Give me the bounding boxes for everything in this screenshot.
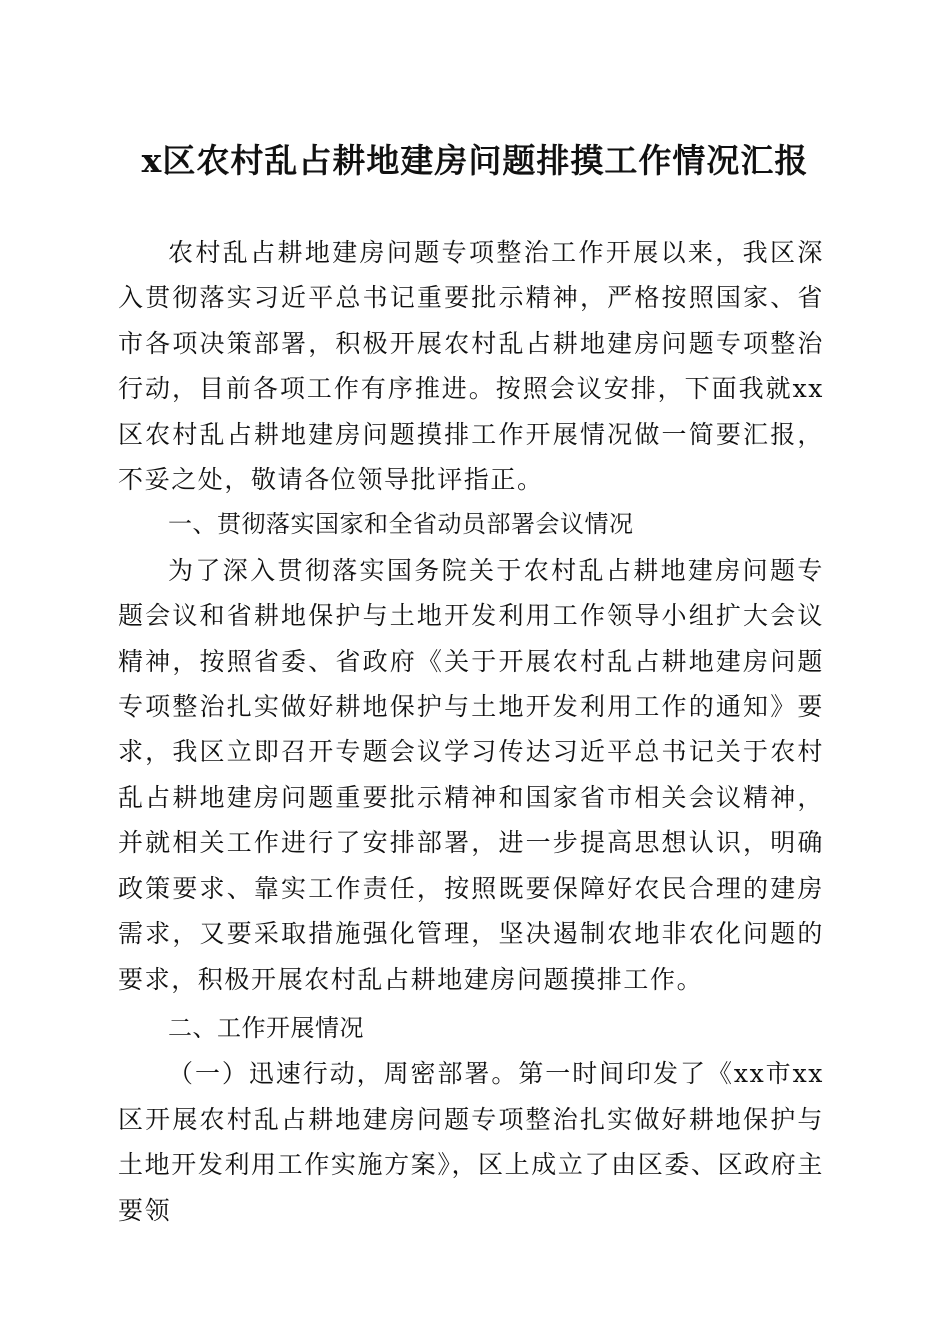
section-1-heading: 一、贯彻落实国家和全省动员部署会议情况 (168, 510, 634, 539)
section-2-heading: 二、工作开展情况 (168, 1013, 364, 1042)
section-1-paragraph: 为了深入贯彻落实国务院关于农村乱占耕地建房问题专题会议和省耕地保护与土地开发利用工作领导小组扩大会议精神，按照省委、省政府《关于开展农村乱占耕地建房问题专项整治扎实做好耕地保护与土地开发利用工作的通知》要求，我区立即召开专题会议学习传达习近平总书记关于农村乱占耕地建房问题重要批示精神和国家省市相关会议精神，并就相关工作进行了安排部署，进一步提高思想认识，明确政策要求、靠实工作责任，按照既要保障好农民合理的建房需求，又要采取措施强化管理，坚决遏制农地非农化问题的要求，积极开展农村乱占耕地建房问题摸排工作。 (118, 555, 824, 994)
intro-paragraph: 农村乱占耕地建房问题专项整治工作开展以来，我区深入贯彻落实习近平总书记重要批示精神，严格按照国家、省市各项决策部署，积极开展农村乱占耕地建房问题专项整治行动，目前各项工作有序推进。按照会议安排，下面我就xx区农村乱占耕地建房问题摸排工作开展情况做一简要汇报，不妥之处，敬请各位领导批评指正。 (118, 238, 824, 495)
section-2-paragraph: （一）迅速行动，周密部署。第一时间印发了《xx市xx区开展农村乱占耕地建房问题专项整治扎实做好耕地保护与土地开发利用工作实施方案》，区上成立了由区委、区政府主要领 (118, 1059, 824, 1225)
document-body (118, 230, 824, 1233)
document-title: x区农村乱占耕地建房问题排摸工作情况汇报 (141, 141, 809, 180)
